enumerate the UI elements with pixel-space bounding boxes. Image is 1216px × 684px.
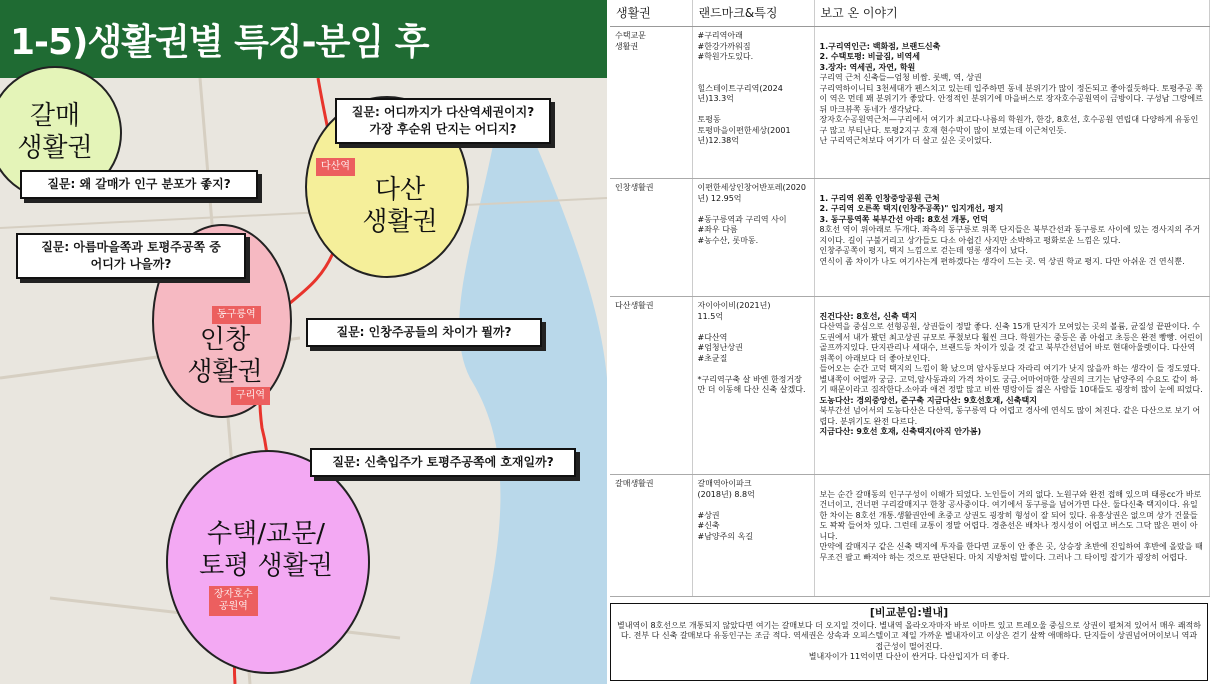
story-heading-2: 도농다산: 경의중앙선, 준구축 지금다산: 9호선호재, 신축택지 [819,395,1037,405]
region-cell: 다산생활권 [610,297,692,475]
summary-text: 별내역이 8호선으로 개통되지 않았다면 여기는 갈매보다 더 오지일 것이다. 별내역 올라오자마자 바로 이마트 있고 트레오울 중심으로 상권이 펼쳐져 있어서 매우 쾌적하다. 전부 다 신축 갈매보다 유동인구는 조금 적다. 역세권은 상속과 오피스텔이고 제일 가까운 별내자이고 이상은 걷기 살짝 애매하다. 단지들이 상권넘어머이보니 역과 접근성이 떨어진다. 별내자이가 11억이면 다산이 싼거다. 다산입지가 더 좋다. [617,620,1201,661]
title-bar [0,0,607,78]
question-box-topyeong: 질문: 신축입주가 토평주공쪽에 호재일까? [310,448,576,477]
table-row [610,179,1210,297]
header-landmark: 랜드마크&특징 [692,0,814,27]
region-cell: 갈매생활권 [610,475,692,597]
summary-title: [비교분임:별내] [869,606,949,619]
question-box-dasan: 질문: 어디까지가 다산역세권이지? 가장 후순위 단지는 어디지? [335,98,551,144]
table-row [610,297,1210,475]
story-cell [814,297,1210,475]
table-row [610,27,1210,179]
story-heading: 1. 구리역 왼쪽 인창중앙공원 근처 2. 구리역 오른쪽 택지(인창주공쪽)" 입지개선, 평지 3. 동구릉역쪽 북부간선 아래: 8호선 개통, 언덕 [819,193,1004,224]
summary-box [610,603,1208,681]
landmark-cell: #구리역아래 #한강가까워짐 #학원가도있다. 힐스테이트구리역(2024년)13.3억 토평동 토평마을이편한세상(2001년)12.38억 [692,27,814,179]
story-text: 8호선 역이 위아래로 두개다. 좌측의 동구릉로 위쪽 단지들은 북부간선과 동구릉로 사이에 있는 경사지의 주거지이다. 길이 구불거리고 상가들도 다소 아쉽긴 사지만 소박하고 평화로운 느낌은 있다. 인창주공쪽이 평지, 택지 느낌으로 걷는데 영롱 생각이 났다. 연식이 좀 차이가 나도 여기사는게 편하겠다는 생각이 드는 곳. 역 상권 학교 평지. 다만 아쉬운 건 연식뿐. [819,225,1201,266]
header-story: 보고 온 이야기 [814,0,1210,27]
question-box-areum: 질문: 아름마을쪽과 토평주공쪽 중 어디가 나을까? [16,233,246,279]
story-cell [814,475,1210,597]
story-text: 보는 순간 갈매동의 인구구성이 이해가 되었다. 노인들이 거의 없다. 노원구와 완전 접해 있으며 태릉cc가 바로 건너이고, 건너편 구리갈매지구 한창 공사중이다. 여기에서 동구릉을 넘어가면 다산. 둘다신축 택지이다. 유일한 차이는 8호선 개통.생활권안에 초중고 상권도 굉장히 형성이 잘 되어 있다. 유흥상권은 없으며 상가 건물들도 꽉꽉 들어차 있다. 그런데 교통이 정말 어렵다. 경춘선은 배차나 정시성이 어렵고 버스도 그닥 많은 편이 아니다. 만약에 갈매지구 같은 신축 택지에 투자를 한다면 교통이 안 좋은 곳, 상승장 초반에 진입하여 후반에 올랐을 때 무조건 팔고 빠져야 하는 것으로 판단된다. 마치 지방처럼 말이다. 그러나 그 타이밍 잡기가 굉장히 어렵다. [819,489,1203,562]
header-region: 생활권 [610,0,692,27]
zone-galmae-label: 갈매 생활권 [17,101,93,163]
table-header-row [610,0,1210,27]
right-panel [610,0,1214,684]
station-dasan: 다산역 [316,158,355,176]
story-heading: 1.구리역인근: 백화점, 브랜드신축 2. 수택토평: 비글짐, 비역세 3.장자: 역세권, 자연, 학원 [819,41,941,72]
story-heading: 진건다산: 8호선, 신축 택지 [819,311,917,321]
story-cell [814,179,1210,297]
zone-sutaek-label: 수택/교문/ 토평 생활권 [199,519,333,581]
landmark-cell: 갈매역아이파크 (2018년) 8.8억 #상권 #신축 #남양주의 옥길 [692,475,814,597]
zone-inchang-label: 인창 생활권 [187,325,263,387]
story-text: 구리역 근처 신축들—엄청 비쌈. 롯백, 역, 상권 구리역하이니티 3천세대가 펜스치고 있는데 입주하면 동네 분위기가 많이 정돈되고 좋아질듯하다. 토평주공 쪽이 역은 먼데 꽤 분위기가 좋았다. 안정적인 분위기에 마을버스로 장자호수공원역이 금방이다. 구성남 그랑에르 뒤 마크뷰쪽 동네가 생각났다. 장자호수공원역근처—구리에서 여기가 최고다-나름의 학원가, 한강, 8호선, 호수공원 연립대 다양하게 유동인구 많고 부티난다. 토평2지구 호재 현수막이 많이 보였는데 이근처인듯. 난 구리역근처보다 여기가 더 살고 싶은 곳이었다. [819,73,1203,145]
story-heading-3: 지금다산: 9호선 호재, 신축택지(아직 안가봄) [819,427,982,436]
map-area [0,78,607,684]
river [459,108,607,684]
story-cell [814,27,1210,179]
left-panel [0,0,607,684]
region-cell: 인창생활권 [610,179,692,297]
station-donggureung: 동구릉역 [212,306,261,324]
station-guri: 구리역 [231,387,270,405]
question-box-galmae: 질문: 왜 갈매가 인구 분포가 좋지? [20,170,258,199]
comparison-table [610,0,1210,597]
question-box-inchang: 질문: 인창주공들의 차이가 뭘까? [306,318,542,347]
story-text: 다산역을 중심으로 선형공원, 상권들이 정말 좋다. 신축 15개 단지가 모여있는 곳의 볼륨, 균질성 끝판이다. 수도권에서 내가 봤던 최고상권 규모로 푸쳤보다 훨씬 크다. 학원가는 중등은 좀 아쉽고 초등은 완전 빵빵. 어린이 골프까지있다. 단지관리나 세대수, 브랜드등 차이가 있을 것 같고 북부간선넘어 바로 현대아울렛이다. 다산역 위쪽이 아래보다 더 좋아보인다. 들어오는 순간 고덕 택지의 느낌이 확 났으며 암사동보다 자라리 여기가 낫지 않을까 하는 생각이 들 정도였다. 별내쪽이 어떨까 궁금. 고덕,암사동과의 가격 차이도 궁금.어마어마한 상권의 크기는 남양주의 수요도 같이 하기 때문이라고 짐작한다.소아과 애견 정말 많고 비싼 명랑이들 젊은 사람들 10대들도 굉장히 많이 눈에 띄었다. [819,322,1203,394]
zone-dasan-label: 다산 생활권 [362,175,438,237]
landmark-cell: 이편한세상인창어반포레(2020년) 12.95억 #동구릉역과 구리역 사이 #좌우 다름 #농수산, 롯마동. [692,179,814,297]
table-row [610,475,1210,597]
region-cell: 수택교문 생활권 [610,27,692,179]
slide-title: 1-5)생활권별 특징-분임 후 [10,22,429,63]
landmark-cell: 자이아이비(2021년) 11.5억 #다산역 #엄청난상권 #초균질 *구리역구축 살 바엔 한정거장만 더 이동해 다산 신축 살겠다. [692,297,814,475]
story-text-2: 북부간선 넘어서의 도농다산은 다산역, 동구릉역 다 어렵고 경사에 연식도 많이 쳐진다. 같은 다산으로 보기 어렵다. 분위기도 완전 다르다. [819,406,1201,426]
station-jangja: 장자호수 공원역 [209,586,258,616]
